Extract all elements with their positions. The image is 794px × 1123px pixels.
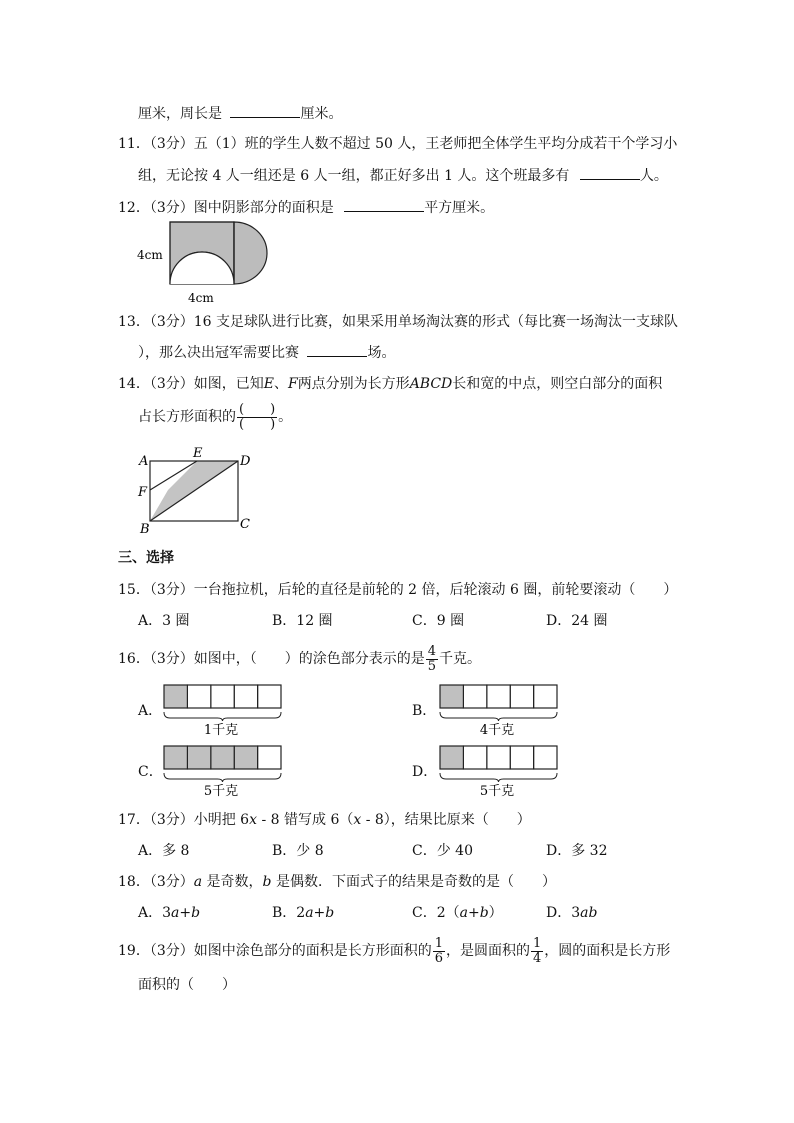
q14-sep: 、 [273, 376, 288, 392]
q14-frac-num: ( ) [239, 401, 276, 417]
q18-opt-d-var: ab [580, 905, 598, 921]
q16-brace [440, 712, 557, 721]
q17-stem [118, 810, 531, 830]
q14-figure [130, 446, 260, 536]
q14-abcd: ABCD [409, 376, 453, 392]
section-heading: 三、选择 [118, 550, 174, 566]
q14-label-d: D [240, 454, 251, 469]
q17-x1: x [249, 812, 257, 828]
q19-continuation: 面积的（ ） [138, 977, 236, 993]
q14-stem [118, 374, 662, 394]
q17-option-b[interactable]: B．少 8 [272, 843, 324, 859]
q19-text-b: ，是圆面积的 [446, 943, 531, 959]
q15-stem: 15．（3分）一台拖拉机，后轮的直径是前轮的 2 倍，后轮滚动 6 圈，前轮要滚动（ ） [118, 582, 678, 598]
q10-text: 厘米，周长是 [138, 106, 222, 122]
q16-label-d: 5千克 [479, 784, 515, 799]
q16-empty-cell [463, 685, 486, 708]
q14-frac-den: ( ) [239, 416, 276, 432]
q18-opt-c-text: C．2（ [412, 905, 460, 921]
q11-continuation [138, 165, 668, 186]
q16-label-a: 1千克 [203, 723, 239, 738]
q18-option-d[interactable] [546, 903, 597, 923]
q10-continuation [138, 103, 342, 124]
q14-continuation [138, 402, 292, 432]
q12-shaded-right [234, 222, 267, 284]
q16-empty-cell [510, 685, 533, 708]
q16-frac-num: 4 [427, 643, 437, 659]
q17-x2: x [353, 812, 362, 828]
q14-text-a: 14．（3分）如图，已知 [118, 376, 264, 392]
q14-answer-fraction[interactable] [237, 403, 277, 432]
q16-empty-cell [487, 685, 510, 708]
q16-text-a: 16．（3分）如图中，（ ）的涂色部分表示的是 [118, 651, 425, 667]
q13-continuation [138, 342, 395, 363]
q16-empty-cell [487, 746, 510, 769]
q19-text-c: ，圆的面积是长方形 [544, 943, 671, 959]
q10-answer-blank[interactable] [230, 103, 300, 118]
q14-label-e: E [193, 446, 203, 461]
q18-text-b: 是奇数， [202, 874, 263, 890]
q16-text-b: 千克。 [439, 651, 482, 667]
q16-shaded-cell [234, 746, 257, 769]
q19-f1-num: 1 [434, 935, 444, 951]
q16-empty-cell [258, 746, 281, 769]
q13-answer-blank[interactable] [307, 342, 367, 357]
q16-figure-c [162, 745, 282, 801]
q14-label-c: C [240, 517, 250, 532]
q12-side-label: 4cm [137, 248, 163, 262]
q18-option-b[interactable] [272, 903, 334, 923]
q16-empty-cell [187, 685, 210, 708]
q18-opt-b-var: a+b [305, 905, 335, 921]
q14-label-f: F [138, 485, 148, 500]
q13-unit: 场。 [367, 345, 396, 361]
q17-option-a[interactable]: A．多 8 [138, 843, 190, 859]
q16-empty-cell [258, 685, 281, 708]
q12-text: 12．（3分）图中阴影部分的面积是 [118, 200, 334, 216]
q19-fraction-2 [531, 937, 543, 966]
q12-unit: 平方厘米。 [424, 200, 495, 216]
q18-stem [118, 872, 556, 892]
q16-shaded-cell [440, 746, 463, 769]
q13-text: ），那么决出冠军需要比赛 [138, 345, 299, 361]
q16-shaded-cell [440, 685, 463, 708]
q12-answer-blank[interactable] [344, 197, 424, 212]
q18-opt-a-var: a+b [171, 905, 201, 921]
q16-letter-c[interactable]: C． [138, 764, 163, 780]
q11-unit: 人。 [639, 168, 668, 184]
q16-label-b: 4千克 [479, 723, 515, 738]
q16-letter-b[interactable]: B． [412, 703, 437, 719]
q18-opt-a-text: A．3 [138, 905, 172, 921]
q16-empty-cell [234, 685, 257, 708]
q14-e: E [263, 376, 274, 392]
q16-shaded-cell [164, 746, 187, 769]
q19-fraction-1 [433, 937, 445, 966]
q16-letter-a[interactable]: A． [138, 703, 163, 719]
q18-text-c: 是偶数．下面式子的结果是奇数的是（ ） [271, 874, 556, 890]
q17-option-d[interactable]: D．多 32 [546, 843, 608, 859]
q17-option-c[interactable]: C．少 40 [412, 843, 473, 859]
q16-frac-den: 5 [427, 658, 437, 674]
q19-f2-num: 1 [533, 935, 542, 951]
q16-stem [118, 644, 481, 674]
q16-empty-cell [534, 685, 557, 708]
q17-text-c: - 8），结果比原来（ ） [361, 812, 531, 828]
q16-brace [164, 773, 281, 782]
q19-text-a: 19．（3分）如图中涂色部分的面积是长方形面积的 [118, 943, 432, 959]
q11-stem: 11．（3分）五（1）班的学生人数不超过 50 人，王老师把全体学生平均分成若干个学习小 [118, 136, 678, 152]
q15-option-a[interactable]: A．3 圈 [138, 613, 190, 629]
q18-opt-c-close: ） [488, 905, 503, 921]
q18-option-c[interactable] [412, 903, 503, 923]
q14-label-a: A [139, 454, 149, 469]
q16-figure-a [162, 684, 282, 740]
q11-text: 组，无论按 4 人一组还是 6 人一组，都正好多出 1 人。这个班最多有 [138, 168, 570, 184]
q19-f1-den: 6 [434, 950, 444, 966]
q16-empty-cell [463, 746, 486, 769]
q17-text-a: 17．（3分）小明把 6 [118, 812, 250, 828]
q16-label-c: 5千克 [203, 784, 239, 799]
q16-shaded-cell [164, 685, 187, 708]
q16-brace [440, 773, 557, 782]
q16-fraction [426, 645, 438, 674]
q14-label-b: B [140, 522, 150, 537]
q18-option-a[interactable] [138, 903, 200, 923]
q18-opt-d-text: D．3 [546, 905, 581, 921]
q19-f2-den: 4 [533, 950, 542, 966]
q16-empty-cell [211, 685, 234, 708]
q12-figure [130, 218, 280, 308]
q18-var-a: a [193, 874, 203, 890]
q14-end: 。 [278, 409, 293, 425]
q14-text-c: 长和宽的中点，则空白部分的面积 [452, 376, 663, 392]
q16-letter-d[interactable]: D． [412, 764, 438, 780]
q13-stem: 13．（3分）16 支足球队进行比赛，如果采用单场淘汰赛的形式（每比赛一场淘汰一支球队 [118, 314, 678, 330]
q14-f: F [287, 376, 298, 392]
q16-shaded-cell [187, 746, 210, 769]
q16-empty-cell [510, 746, 533, 769]
q18-var-b: b [262, 874, 272, 890]
q17-text-b: - 8 错写成 6（ [257, 812, 354, 828]
q12-bottom-label: 4cm [188, 291, 214, 305]
q16-shaded-cell [211, 746, 234, 769]
q11-answer-blank[interactable] [580, 165, 640, 180]
q15-option-d[interactable]: D．24 圈 [546, 613, 608, 629]
q18-text-a: 18．（3分） [118, 874, 194, 890]
q16-figure-d [438, 745, 558, 801]
q18-opt-b-text: B．2 [272, 905, 306, 921]
q19-stem [118, 936, 670, 966]
q12-stem [118, 197, 494, 218]
q15-option-c[interactable]: C．9 圈 [412, 613, 465, 629]
q14-text-d: 占长方形面积的 [138, 409, 236, 425]
q16-empty-cell [534, 746, 557, 769]
q16-brace [164, 712, 281, 721]
q10-unit: 厘米。 [300, 106, 343, 122]
q14-text-b: 两点分别为长方形 [297, 376, 410, 392]
q16-figure-b [438, 684, 558, 740]
q15-option-b[interactable]: B．12 圈 [272, 613, 333, 629]
q18-opt-c-var: a+b [459, 905, 489, 921]
